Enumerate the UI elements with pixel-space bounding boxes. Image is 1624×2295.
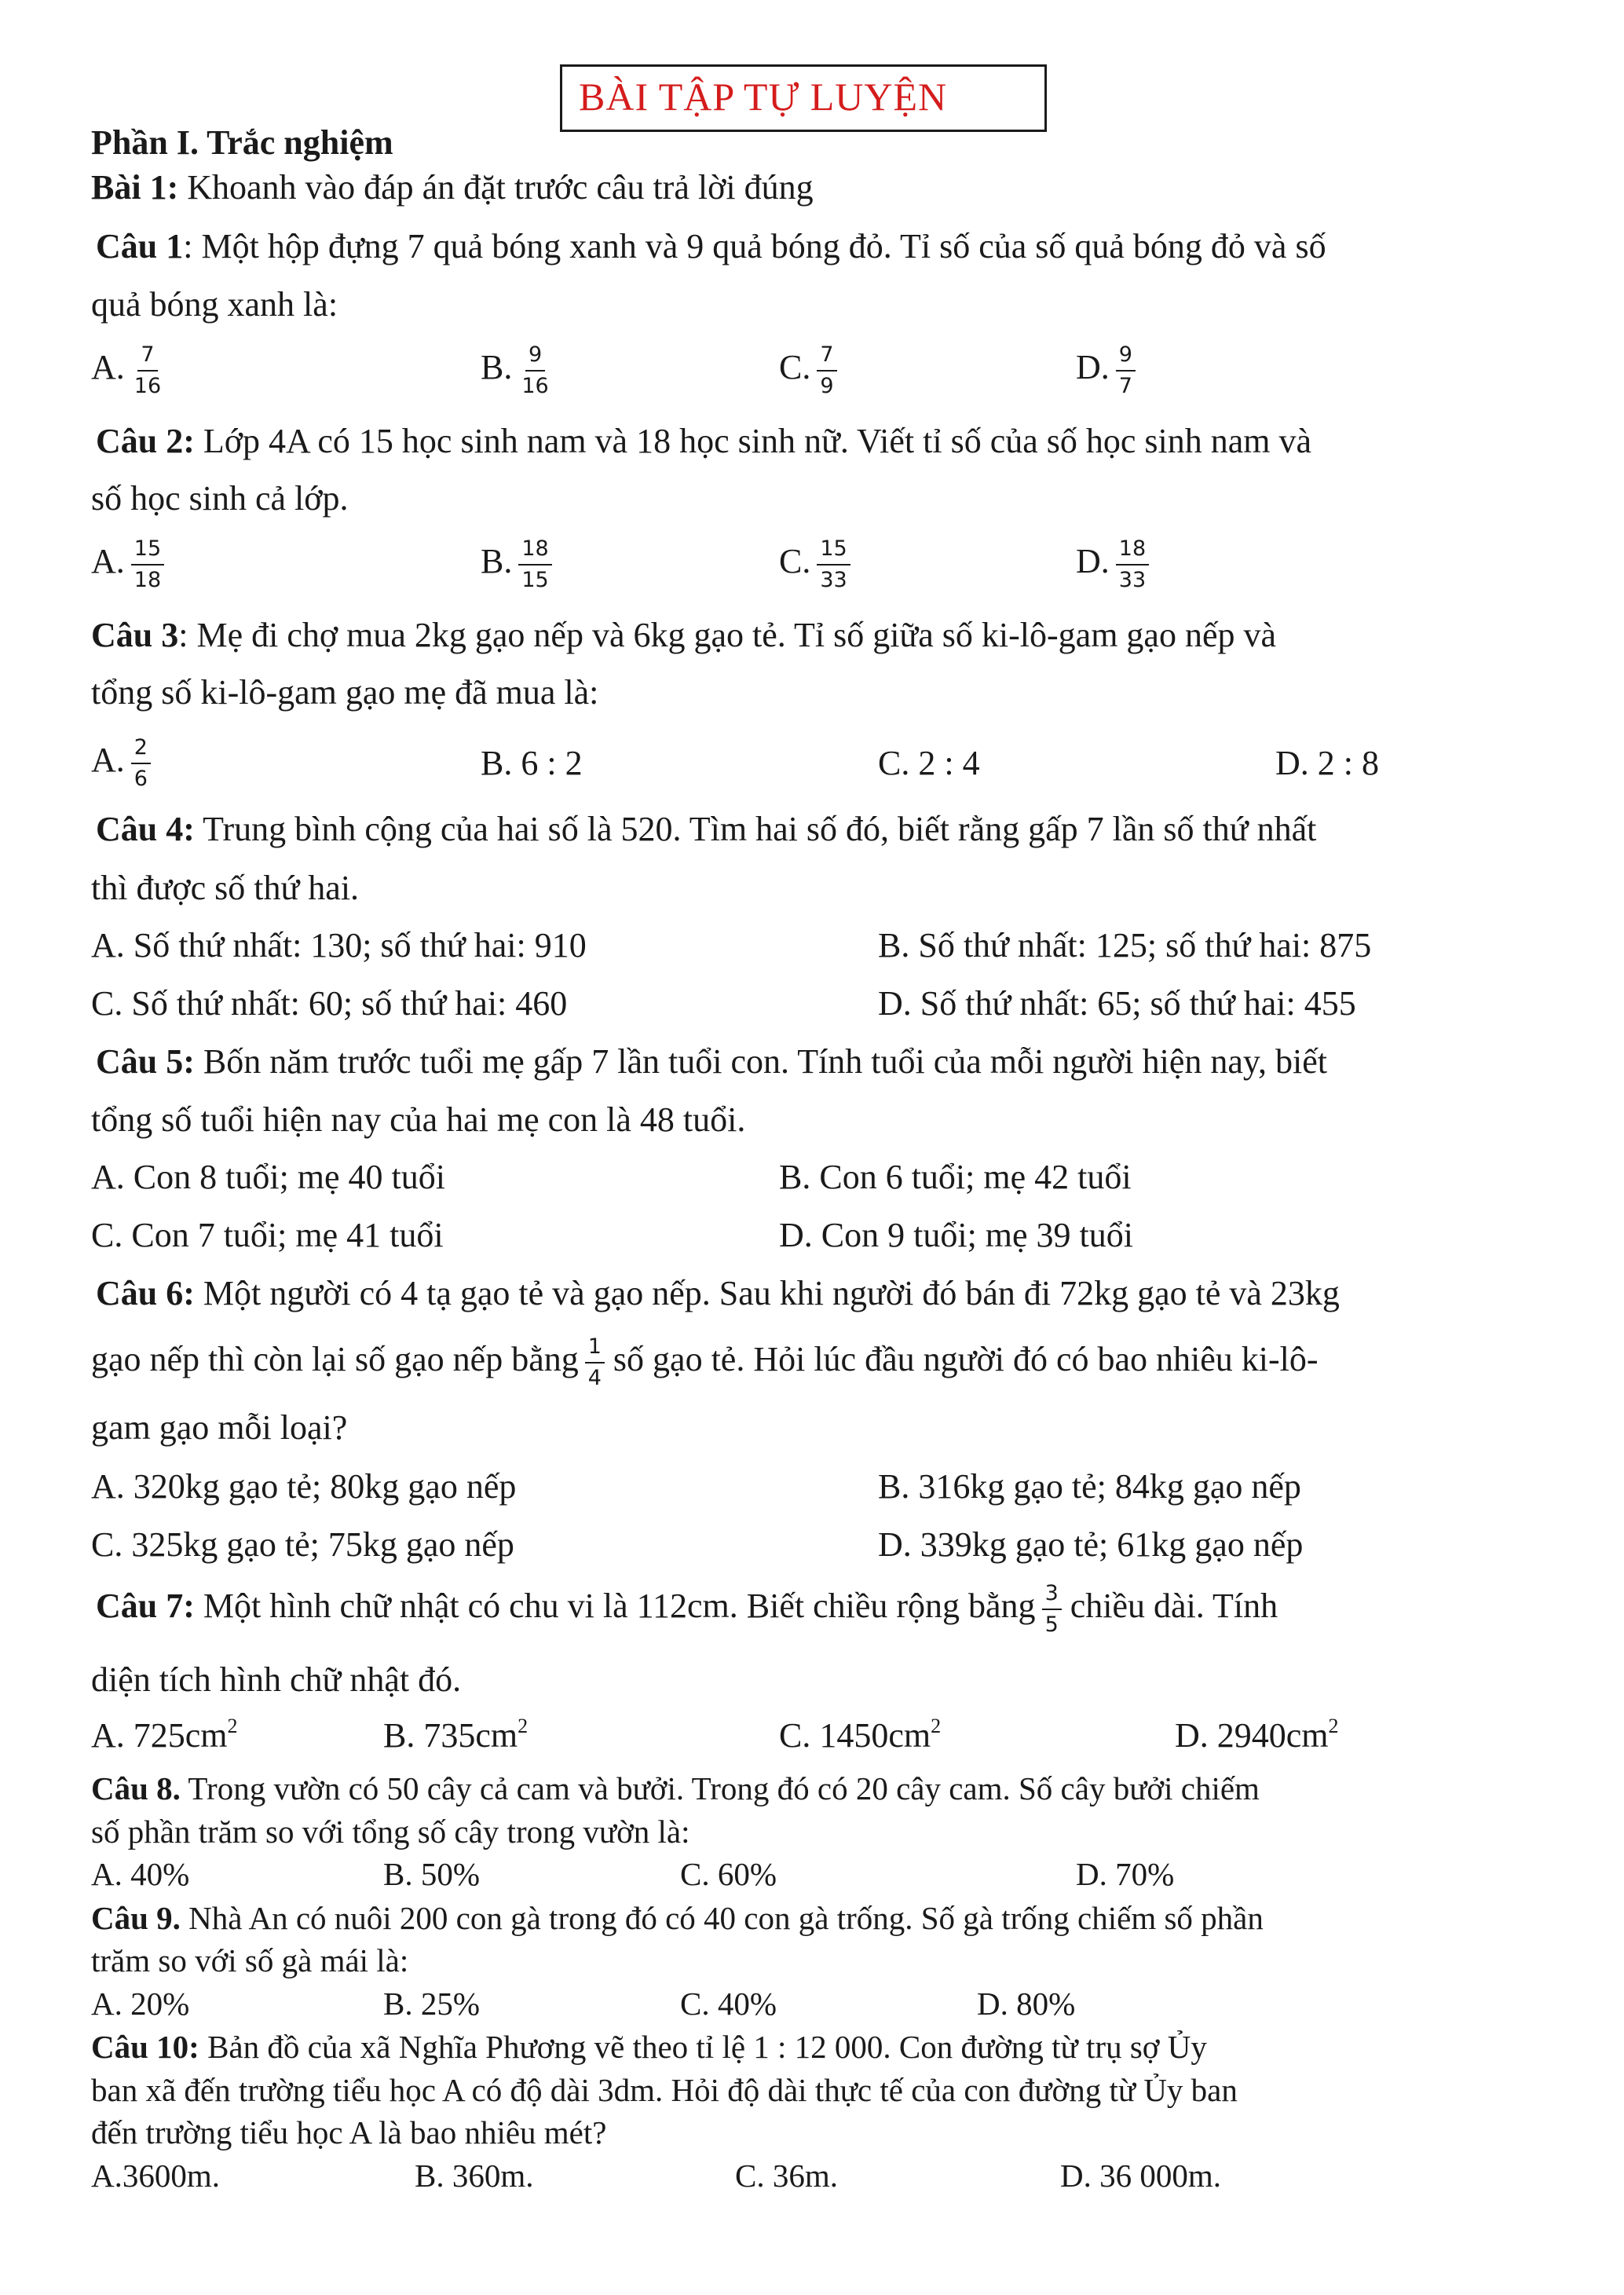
q9-option-b[interactable]: B. 25% <box>383 1986 480 2022</box>
unit-exponent: 2 <box>227 1715 238 1737</box>
q6-fraction <box>585 1334 605 1392</box>
fraction-numerator: 9 <box>525 342 545 372</box>
q1-option-a[interactable] <box>91 342 164 400</box>
q2-text: Lớp 4A có 15 học sinh nam và 18 học sinh nữ. Viết tỉ số của số học sinh nam và <box>194 422 1312 460</box>
q5-option-d[interactable]: D. Con 9 tuổi; mẹ 39 tuổi <box>779 1216 1133 1254</box>
q2-option-letter: B. <box>481 541 513 580</box>
q6-option-a[interactable]: A. 320kg gạo tẻ; 80kg gạo nếp <box>91 1467 517 1506</box>
q7-fraction <box>1042 1580 1062 1638</box>
q7-option-c[interactable] <box>779 1715 942 1755</box>
q1-option-fraction <box>518 342 551 400</box>
q7-option-text: B. 735cm <box>383 1716 518 1755</box>
q9-option-a[interactable]: A. 20% <box>91 1986 190 2022</box>
fraction-numerator: 15 <box>131 536 164 566</box>
section-heading: Phần I. Trắc nghiệm <box>91 123 393 162</box>
q10-line3: đến trường tiểu học A là bao nhiêu mét? <box>91 2114 607 2150</box>
q5-option-a[interactable]: A. Con 8 tuổi; mẹ 40 tuổi <box>91 1158 445 1196</box>
q1-option-fraction <box>1116 342 1136 400</box>
q5-line1 <box>96 1042 1328 1081</box>
q7-option-text: C. 1450cm <box>779 1716 931 1755</box>
q2-label: Câu 2: <box>96 422 195 460</box>
q6-text-post: số gạo tẻ. Hỏi lúc đầu người đó có bao nhiêu ki-lô- <box>604 1339 1319 1378</box>
q3-label: Câu 3 <box>91 616 179 654</box>
q5-option-b[interactable]: B. Con 6 tuổi; mẹ 42 tuổi <box>779 1158 1132 1196</box>
q4-label: Câu 4: <box>96 810 195 848</box>
q2-option-d[interactable] <box>1076 536 1149 594</box>
q5-label: Câu 5: <box>96 1042 195 1081</box>
q9-line1 <box>91 1902 1264 1934</box>
q2-option-b[interactable] <box>481 536 552 594</box>
q2-option-letter: D. <box>1076 541 1110 580</box>
q4-line1 <box>96 812 1316 847</box>
q3-option-d[interactable]: D. 2 : 8 <box>1275 744 1379 782</box>
q2-option-letter: C. <box>779 541 811 580</box>
q1-line2: quả bóng xanh là: <box>91 285 338 324</box>
q4-line2: thì được số thứ hai. <box>91 869 360 907</box>
q7-label: Câu 7: <box>96 1586 195 1625</box>
q1-option-fraction <box>131 342 164 400</box>
fraction-numerator: 7 <box>137 342 157 372</box>
fraction-denominator: 9 <box>820 373 834 398</box>
q1-text: : Một hộp đựng 7 quả bóng xanh và 9 quả bóng đỏ. Tỉ số của số quả bóng đỏ và số <box>183 227 1326 265</box>
q8-option-b[interactable]: B. 50% <box>383 1856 480 1892</box>
q2-line2: số học sinh cả lớp. <box>91 479 349 518</box>
q2-option-letter: A. <box>91 541 125 580</box>
q6-line2 <box>91 1334 1319 1392</box>
q10-line2: ban xã đến trường tiểu học A có độ dài 3dm. Hỏi độ dài thực tế của con đường từ Ủy ban <box>91 2072 1238 2108</box>
q3-option-fraction <box>131 734 151 792</box>
q2-option-fraction <box>817 536 850 594</box>
q6-text: Một người có 4 tạ gạo tẻ và gạo nếp. Sau khi người đó bán đi 72kg gạo tẻ và 23kg <box>194 1274 1340 1312</box>
q6-line1 <box>96 1276 1340 1311</box>
q1-option-d[interactable] <box>1076 342 1136 400</box>
q1-option-letter: C. <box>779 347 811 386</box>
q7-line2: diện tích hình chữ nhật đó. <box>91 1660 462 1699</box>
q7-option-text: A. 725cm <box>91 1716 228 1755</box>
fraction-denominator: 18 <box>134 567 162 592</box>
q9-option-d[interactable]: D. 80% <box>977 1986 1076 2022</box>
q10-label: Câu 10: <box>91 2029 199 2065</box>
q3-option-letter: A. <box>91 740 125 779</box>
q3-option-b[interactable]: B. 6 : 2 <box>481 744 583 782</box>
q10-option-b[interactable]: B. 360m. <box>415 2158 534 2194</box>
q6-label: Câu 6: <box>96 1274 195 1312</box>
q6-text-pre: gạo nếp thì còn lại số gạo nếp bằng <box>91 1339 579 1378</box>
exercise-text: Khoanh vào đáp án đặt trước câu trả lời đúng <box>178 168 814 207</box>
q2-option-c[interactable] <box>779 536 850 594</box>
q7-line1 <box>96 1580 1278 1638</box>
q10-option-c[interactable]: C. 36m. <box>735 2158 838 2194</box>
q8-option-d[interactable]: D. 70% <box>1076 1856 1175 1892</box>
q1-option-fraction <box>817 342 836 400</box>
q9-label: Câu 9. <box>91 1900 181 1936</box>
q7-option-b[interactable] <box>383 1715 529 1755</box>
q6-option-b[interactable]: B. 316kg gạo tẻ; 84kg gạo nếp <box>878 1467 1301 1506</box>
q10-line1 <box>91 2031 1207 2063</box>
fraction-numerator: 18 <box>1116 536 1149 566</box>
fraction-numerator: 2 <box>131 734 151 764</box>
q5-option-c[interactable]: C. Con 7 tuổi; mẹ 41 tuổi <box>91 1216 444 1254</box>
q7-text-pre: Một hình chữ nhật có chu vi là 112cm. Biết chiều rộng bằng <box>194 1586 1036 1625</box>
q7-option-d[interactable] <box>1175 1715 1339 1755</box>
q1-option-letter: D. <box>1076 347 1110 386</box>
q1-line1 <box>96 229 1326 264</box>
q7-text-post: chiều dài. Tính <box>1061 1586 1278 1625</box>
q5-line2: tổng số tuổi hiện nay của hai mẹ con là 48 tuổi. <box>91 1100 746 1139</box>
q8-option-a[interactable]: A. 40% <box>91 1856 190 1892</box>
q8-label: Câu 8. <box>91 1770 181 1806</box>
fraction-denominator: 33 <box>1118 567 1147 592</box>
q4-option-b[interactable]: B. Số thứ nhất: 125; số thứ hai: 875 <box>878 926 1372 964</box>
fraction-numerator: 7 <box>817 342 836 372</box>
q4-option-a[interactable]: A. Số thứ nhất: 130; số thứ hai: 910 <box>91 926 587 964</box>
q2-option-fraction <box>1116 536 1149 594</box>
fraction-numerator: 1 <box>585 1334 605 1363</box>
q1-option-b[interactable] <box>481 342 552 400</box>
fraction-denominator: 7 <box>1118 373 1132 398</box>
fraction-denominator: 16 <box>134 373 162 398</box>
q8-text: Trong vườn có 50 cây cả cam và bưởi. Trong đó có 20 cây cam. Số cây bưởi chiếm <box>180 1770 1260 1806</box>
unit-exponent: 2 <box>931 1715 942 1737</box>
q10-option-a[interactable]: A.3600m. <box>91 2158 220 2194</box>
q8-option-c[interactable]: C. 60% <box>680 1856 777 1892</box>
fraction-denominator: 4 <box>587 1365 602 1390</box>
q10-option-d[interactable]: D. 36 000m. <box>1060 2158 1221 2194</box>
q3-text: : Mẹ đi chợ mua 2kg gạo nếp và 6kg gạo tẻ. Tỉ số giữa số ki-lô-gam gạo nếp và <box>178 616 1277 654</box>
fraction-numerator: 15 <box>817 536 850 566</box>
unit-exponent: 2 <box>518 1715 529 1737</box>
q3-line1 <box>91 618 1276 653</box>
fraction-denominator: 15 <box>521 567 549 592</box>
q9-line2: trăm so với số gà mái là: <box>91 1942 409 1978</box>
q1-option-letter: A. <box>91 347 125 386</box>
q9-option-c[interactable]: C. 40% <box>680 1986 777 2022</box>
q4-option-d[interactable]: D. Số thứ nhất: 65; số thứ hai: 455 <box>878 984 1356 1023</box>
fraction-numerator: 18 <box>518 536 551 566</box>
q7-option-a[interactable] <box>91 1715 238 1755</box>
fraction-denominator: 33 <box>820 567 847 592</box>
q1-option-c[interactable] <box>779 342 837 400</box>
fraction-denominator: 16 <box>521 373 549 398</box>
q2-line1 <box>96 424 1311 459</box>
q6-option-d[interactable]: D. 339kg gạo tẻ; 61kg gạo nếp <box>878 1525 1304 1564</box>
q4-option-c[interactable]: C. Số thứ nhất: 60; số thứ hai: 460 <box>91 984 568 1023</box>
fraction-numerator: 3 <box>1042 1580 1062 1610</box>
q2-option-fraction <box>131 536 164 594</box>
q1-label: Câu 1 <box>96 227 184 265</box>
q3-option-a[interactable] <box>91 734 151 792</box>
q9-text: Nhà An có nuôi 200 con gà trong đó có 40 con gà trống. Số gà trống chiếm số phần <box>180 1900 1264 1936</box>
q1-option-letter: B. <box>481 347 513 386</box>
q5-text: Bốn năm trước tuổi mẹ gấp 7 lần tuổi con. Tính tuổi của mỗi người hiện nay, biết <box>194 1042 1328 1081</box>
q8-line1 <box>91 1770 1260 1806</box>
exercise-label: Bài 1: <box>91 168 179 207</box>
q3-option-c[interactable]: C. 2 : 4 <box>878 744 980 782</box>
q10-text: Bản đồ của xã Nghĩa Phương vẽ theo tỉ lệ 1 : 12 000. Con đường từ trụ sợ Ủy <box>199 2029 1207 2065</box>
exercise-instruction <box>91 170 814 205</box>
q8-line2: số phần trăm so với tổng số cây trong vườn là: <box>91 1814 690 1850</box>
q4-text: Trung bình cộng của hai số là 520. Tìm hai số đó, biết rằng gấp 7 lần số thứ nhất <box>194 810 1317 848</box>
q2-option-fraction <box>518 536 551 594</box>
q6-option-c[interactable]: C. 325kg gạo tẻ; 75kg gạo nếp <box>91 1525 514 1564</box>
worksheet-title: BÀI TẬP TỰ LUYỆN <box>579 75 948 119</box>
q6-line3: gam gạo mỗi loại? <box>91 1408 348 1447</box>
fraction-denominator: 5 <box>1044 1612 1059 1637</box>
q7-option-text: D. 2940cm <box>1175 1716 1329 1755</box>
fraction-numerator: 9 <box>1116 342 1136 372</box>
q3-line2: tổng số ki-lô-gam gạo mẹ đã mua là: <box>91 673 599 712</box>
fraction-denominator: 6 <box>134 766 148 791</box>
q2-option-a[interactable] <box>91 536 164 594</box>
unit-exponent: 2 <box>1328 1715 1339 1737</box>
